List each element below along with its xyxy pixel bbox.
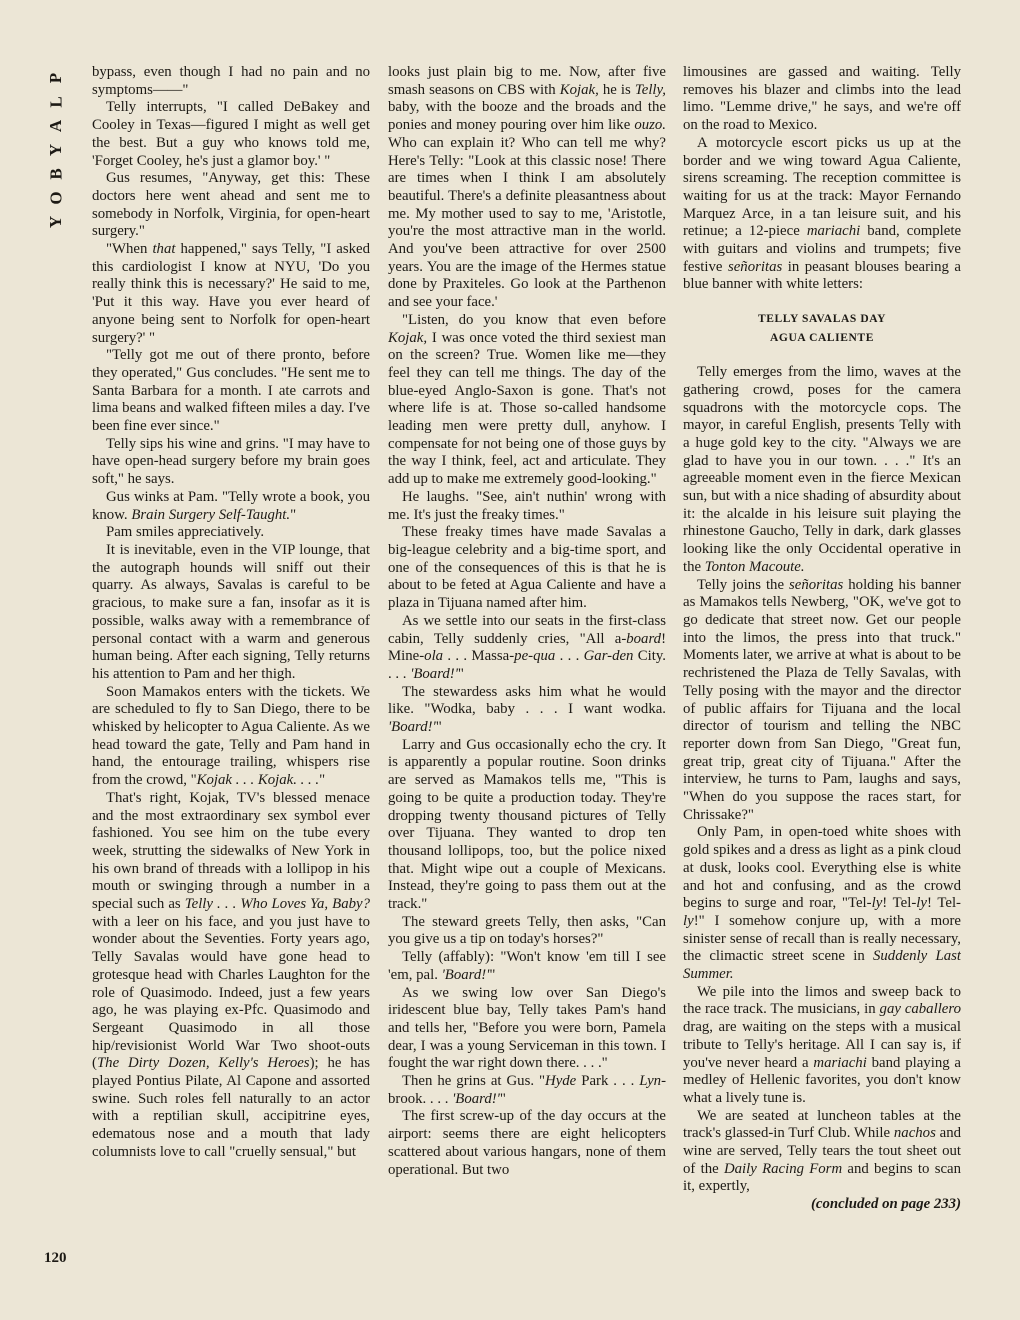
masthead-letter: A	[46, 119, 66, 133]
paragraph: As we swing low over San Diego's iridescent blue bay, Telly takes Pam's hand and tells her, "Before you were born, Pamela dear, I was a young Serviceman in this town. I fought the war right down there. . . ."	[388, 984, 666, 1072]
paragraph: He laughs. "See, ain't nuthin' wrong with me. It's just the freaky times."	[388, 488, 666, 523]
page-number: 120	[44, 1250, 67, 1266]
paragraph: Then he grins at Gus. "Hyde Park . . . Lyn-brook. . . . 'Board!'"	[388, 1073, 666, 1107]
text-column-2	[388, 64, 666, 1294]
paragraph: We are seated at luncheon tables at the track's glassed-in Turf Club. While nachos and wine are served, Telly tears the tout sheet out of the Daily Racing Form and begins to scan it, expertly,	[683, 1107, 961, 1195]
masthead-letter: B	[46, 168, 66, 180]
masthead-letter: Y	[46, 215, 66, 229]
text-column-1	[92, 64, 370, 1294]
paragraph: Larry and Gus occasionally echo the cry. It is apparently a popular routine. Soon drinks are served as Mamakos tells me, "This is going to be quite a production today. They're dropping twenty thousand pictures of Telly over Tijuana. They wanted to drop ten thousand lollipops, too, but the police nixed that. Might wipe out a couple of Mexicans. Instead, they're going to pass them out at the track."	[388, 736, 666, 913]
banner-text: TELLY SAVALAS DAY AGUA CALIENTE	[757, 313, 887, 345]
paragraph: That's right, Kojak, TV's blessed menace and the most extraordinary sex symbol ever fashioned. You see him on the tube every week, strutting the sidewalks of New York in his own brand of threads with a lollipop in his mouth or swinging through a number in a special such as Telly . . . Who Loves Ya, Baby? with a leer on his face, and you just have to wonder about the Seventies. Forty years ago, Telly Savalas would have gone head to grotesque head with Charles Laughton for the role of Quasimodo. Indeed, just a few years ago, he was playing ex-Pfc. Quasimodo and Sergeant Quasimodo in all those hip/revisionist World War Two shoot-outs (The Dirty Dozen, Kelly's Heroes); he has played Pontius Pilate, Al Capone and assorted swine. Such roles fell naturally to an actor with a reptilian skull, accipitrine eyes, edematous nose and a mouth that lady columnists love to call "cruelly sensual," but	[92, 789, 370, 1160]
paragraph: The first screw-up of the day occurs at the airport: seems there are eight helicopters scattered about various hangars, none of them operational. But two	[388, 1108, 666, 1178]
paragraph: Telly (affably): "Won't know 'em till I see 'em, pal. 'Board!'"	[388, 949, 666, 983]
continuation-note: (concluded on page 233)	[810, 1196, 961, 1213]
paragraph: These freaky times have made Savalas a big-league celebrity and a big-time sport, and one of the consequences of this is that he is about to be feted at Agua Caliente and have a plaza in Tijuana named after him.	[388, 524, 666, 612]
paragraph: Telly joins the señoritas holding his banner as Mamakos tells Newberg, "OK, we've got to go dedicate that street now. Get our people into the limos, the press into that truck." Moments later, we arrive at what is about to be rechristened the Plaza de Telly Savalas, with Telly posing with the mayor and the director of public affairs for Tijuana and the local director of tourism and telling the NBC reporter down from San Diego, "Great fun, great trip, great city of Tijuana." After the interview, he turns to Pam, laughs and says, "When do you suppose the races start, for Chrissake?"	[683, 576, 961, 823]
paragraph: The stewardess asks him what he would like. "Wodka, baby . . . I want wodka. 'Board!'"	[388, 683, 666, 736]
paragraph: Pam smiles appreciatively.	[106, 524, 265, 541]
paragraph: "When that happened," says Telly, "I asked this cardiologist I know at NYU, 'Do you really think this is necessary?' He said to me, 'Put it this way. Have you ever heard of anyone being sent to Norfolk for open-heart surgery?' "	[92, 241, 370, 346]
paragraph: Only Pam, in open-toed white shoes with gold spikes and a dress as light as a pink cloud at dusk, looks cool. Everything else is white and hot and confusing, and as the crowd begins to surge and roar, "Tel-ly! Tel-ly! Tel-ly!" I somehow conjure up, with a more sinister sense of recall than is really necessary, the climactic street scene in Suddenly Last Summer.	[683, 824, 961, 983]
paragraph: Telly interrupts, "I called DeBakey and Cooley in Texas—figured I might as well get the best. But a guy who knows told me, 'Forget Cooley, he's just a glamor boy.' "	[92, 99, 370, 169]
paragraph: The steward greets Telly, then asks, "Can you give us a tip on today's horses?"	[388, 913, 666, 948]
paragraph: A motorcycle escort picks us up at the border and we wing toward Agua Caliente, sirens screaming. The reception committee is waiting for us at the track: Mayor Fernando Marquez Arce, in a tan leisure suit, and his retinue; a 12-piece mariachi band, complete with guitars and violins and trumpets; five festive señoritas in peasant blouses bearing a blue banner with white letters:	[683, 134, 961, 293]
paragraph: As we settle into our seats in the first-class cabin, Telly suddenly cries, "All a-board! Mine-ola . . . Massa-pe-qua . . . Gar-den City. . . . 'Board!'"	[388, 612, 666, 682]
paragraph: We pile into the limos and sweep back to the race track. The musicians, in gay caballero drag, are waiting on the steps with a musical tribute to Telly's heritage. All I can say is, if you've never heard a mariachi band playing a medley of Hellenic favorites, you don't know what a lively tune is.	[683, 983, 961, 1106]
paragraph: limousines are gassed and waiting. Telly removes his blazer and climbs into the lead limo. "Lemme drive," he says, and we're off on the road to Mexico.	[683, 64, 961, 134]
paragraph: Telly sips his wine and grins. "I may have to have open-head surgery before my brain goes soft," he says.	[92, 435, 370, 488]
masthead-vertical	[46, 66, 66, 234]
paragraph: "Telly got me out of there pronto, before they operated," Gus concludes. "He sent me to Santa Barbara for a month. I ate carrots and lima beans and walked fifteen miles a day. I've been fine ever since."	[92, 347, 370, 435]
paragraph: Gus resumes, "Anyway, get this: These doctors here went ahead and sent me to somebody in Norfolk, Virginia, for open-heart surgery."	[92, 170, 370, 240]
masthead-letter: P	[46, 72, 66, 84]
text-column-3	[683, 64, 961, 1294]
paragraph: "Listen, do you know that even before Kojak, I was once voted the third sexiest man on the screen? True. Women like me—they feel they can tell me things. The day of the blue-eyed Anglo-Saxon is gone. That's not where life is at. Those so-called handsome leading men were pretty dull, anyhow. I compensate for not being one of those guys by the way I think, feel, act and articulate. They add up to make me extremely good-looking."	[388, 311, 666, 488]
paragraph: Soon Mamakos enters with the tickets. We are scheduled to fly to San Diego, there to be whisked by helicopter to Agua Caliente. As we head toward the gate, Telly and Pam hand in hand, the entourage trailing, whispers rise from the crowd, "Kojak . . . Kojak. . . ."	[92, 683, 370, 789]
masthead-letter: Y	[46, 143, 66, 157]
paragraph: Gus winks at Pam. "Telly wrote a book, you know. Brain Surgery Self-Taught."	[92, 488, 370, 523]
masthead-letter: L	[46, 96, 66, 108]
paragraph: It is inevitable, even in the VIP lounge, that the autograph hounds will sniff out their quarry. As always, Savalas is careful to be gracious, to make sure a fan, insofar as it is possible, walks away with a remembrance of personal contact with a warm and generous human being. After each signing, Telly returns his attention to Pam and her thigh.	[92, 541, 370, 682]
paragraph: bypass, even though I had no pain and no symptoms——"	[92, 64, 370, 98]
paragraph: Telly emerges from the limo, waves at the gathering crowd, poses for the camera squadrons with the motorcycle cops. The mayor, in careful English, presents Telly with a huge gold key to the city. "Always we are glad to have you in our town. . . ." It's an agreeable moment even in the fierce Mexican sun, but with a nice shading of absurdity about it: the alcalde in his leisure suit playing the rhinestone Gaucho, Telly in dark, dark glasses looking like the only Occidental operative in the Tonton Macoute.	[683, 364, 961, 575]
masthead-letter: O	[46, 191, 66, 205]
paragraph: looks just plain big to me. Now, after five smash seasons on CBS with Kojak, he is Telly, baby, with the booze and the broads and the ponies and money pouring over him like ouzo. Who can explain it? Who can tell me why? Here's Telly: "Look at this classic nose! There are times when I think I am absolutely beautiful. There's a definite pleasantness about me. My mother used to say to me, 'Aristotle, you're the most attractive man in the world. And you've been attractive for over 2500 years. You are the image of the Hermes statue done by Praxiteles. Go look at the Parthenon and see your face.'	[388, 64, 666, 311]
